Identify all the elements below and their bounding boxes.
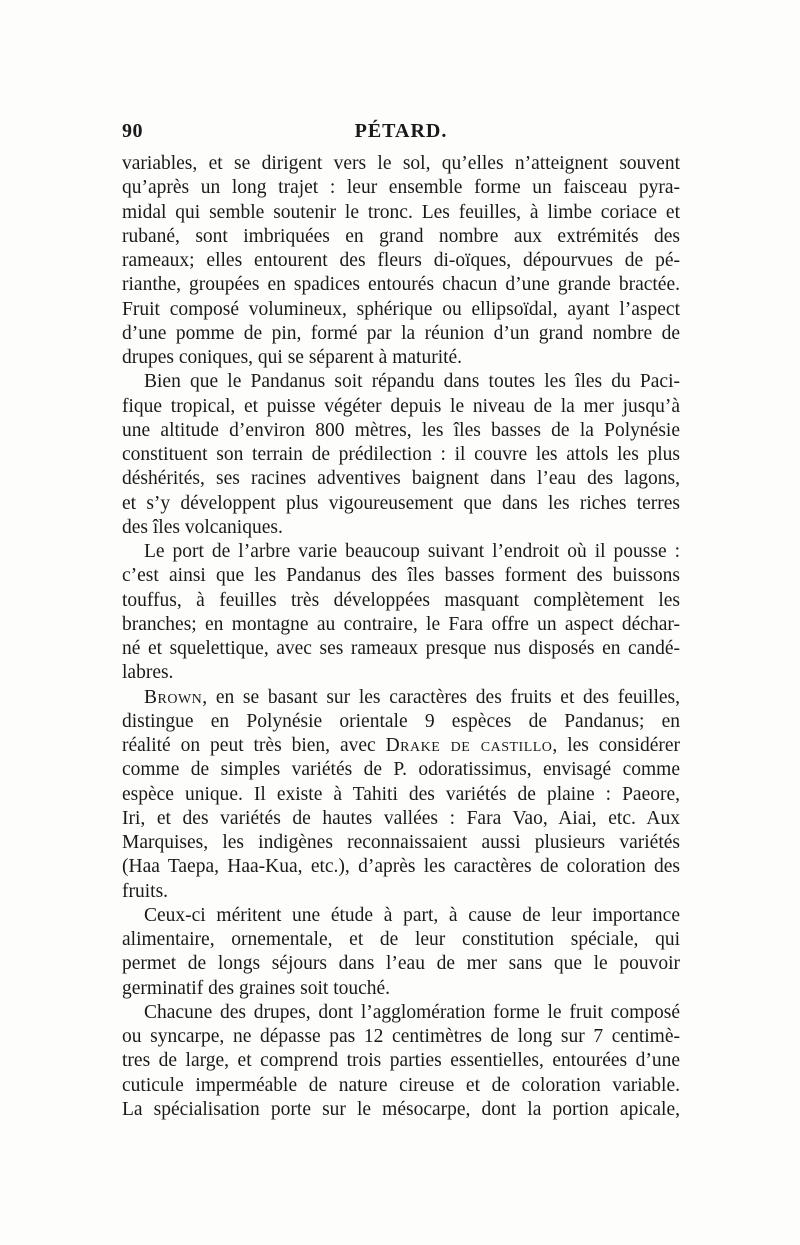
text-line: d’une pomme de pin, formé par la réunion d’un grand nombre de — [122, 322, 680, 344]
text-line: fique tropical, et puisse végéter depuis le niveau de la mer jusqu’à — [122, 395, 680, 417]
text-line: comme de simples variétés de P. odoratissimus, envisagé comme — [122, 759, 680, 781]
text-line: permet de longs séjours dans l’eau de mer sans que le pouvoir — [122, 953, 680, 975]
running-head — [122, 120, 680, 148]
author-name-brown: Brown — [144, 686, 203, 708]
text-line: une altitude d’environ 800 mètres, les îles basses de la Polynésie — [122, 419, 680, 441]
text-line: fruits. — [122, 880, 169, 902]
page-number: 90 — [122, 120, 143, 142]
text-line: Le port de l’arbre varie beaucoup suivant l’endroit où il pousse : — [144, 541, 680, 562]
text-line: rubané, sont imbriquées en grand nombre aux extrémités des — [122, 225, 680, 247]
text-line: ou syncarpe, ne dépasse pas 12 centimètres de long sur 7 centimè- — [122, 1026, 680, 1047]
text-line: réalité on peut très bien, avec Drake de castillo, les considérer — [122, 735, 680, 756]
text-line: alimentaire, ornementale, et de leur constitution spéciale, qui — [122, 929, 680, 950]
text-line: des îles volcaniques. — [122, 516, 283, 538]
body-text — [122, 152, 680, 1122]
text-line: qu’après un long trajet : leur ensemble forme un faisceau pyra- — [122, 177, 680, 199]
text-line: drupes coniques, qui se séparent à maturité. — [122, 347, 463, 368]
text-line: c’est ainsi que les Pandanus des îles basses forment des buissons — [122, 565, 680, 587]
text-line: constituent son terrain de prédilection : il couvre les attols les plus — [122, 444, 680, 465]
text-line: rameaux; elles entourent des fleurs di-oïques, dépourvues de pé- — [122, 250, 680, 271]
text-line: midal qui semble soutenir le tronc. Les feuilles, à limbe coriace et — [122, 201, 680, 223]
text-line: Iri, et des variétés de hautes vallées : Fara Vao, Aiai, etc. Aux — [122, 807, 680, 829]
running-title: PÉTARD. — [354, 120, 448, 142]
text-line: variables, et se dirigent vers le sol, qu’elles n’atteignent souvent — [122, 153, 680, 174]
text-line: Brown, en se basant sur les caractères des fruits et des feuilles, — [144, 686, 680, 708]
text-line: Marquises, les indigènes reconnaissaient aussi plusieurs variétés — [122, 832, 680, 853]
text-line: espèce unique. Il existe à Tahiti des variétés de plaine : Paeore, — [122, 783, 680, 805]
text-line: La spécialisation porte sur le mésocarpe, dont la portion apicale, — [122, 1098, 680, 1120]
text-line: et s’y développent plus vigoureusement que dans les riches terres — [122, 492, 680, 514]
text-line: Chacune des drupes, dont l’agglomération forme le fruit composé — [144, 1001, 680, 1023]
text-line: touffus, à feuilles très développées masquant complètement les — [122, 589, 680, 611]
text-line: déshérités, ses racines adventives baignent dans l’eau des lagons, — [122, 468, 680, 490]
text-line: distingue en Polynésie orientale 9 espèces de Pandanus; en — [122, 710, 680, 732]
text-line: labres. — [122, 662, 174, 684]
text-line: tres de large, et comprend trois parties essentielles, entourées d’une — [122, 1050, 680, 1072]
text-line: rianthe, groupées en spadices entourés chacun d’une grande bractée. — [122, 274, 680, 296]
text-line: Ceux-ci méritent une étude à part, à cause de leur importance — [144, 904, 680, 926]
author-name-drake: Drake de castillo — [385, 735, 553, 756]
text-line: cuticule imperméable de nature cireuse et de coloration variable. — [122, 1074, 680, 1096]
text-line: Fruit composé volumineux, sphérique ou ellipsoïdal, ayant l’aspect — [122, 298, 680, 320]
text-line: branches; en montagne au contraire, le Fara offre un aspect déchar- — [122, 613, 680, 635]
text-line: Bien que le Pandanus soit répandu dans toutes les îles du Paci- — [144, 371, 680, 393]
text-line: germinatif des graines soit touché. — [122, 977, 391, 999]
text-line: (Haa Taepa, Haa-Kua, etc.), d’après les caractères de coloration des — [122, 856, 680, 878]
text-line: né et squelettique, avec ses rameaux presque nus disposés en candé- — [122, 638, 680, 659]
